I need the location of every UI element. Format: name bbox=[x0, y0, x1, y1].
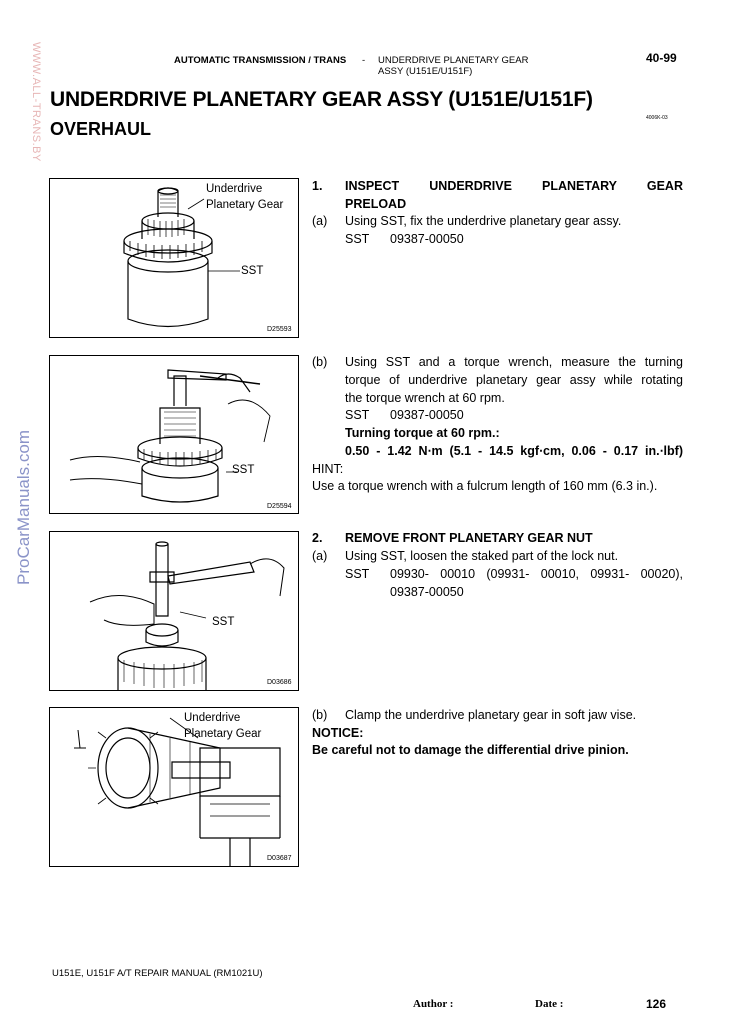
figure4-label-planetary-gear: Planetary Gear bbox=[184, 728, 262, 740]
notice-label: NOTICE: bbox=[312, 726, 364, 740]
step1b-line1: Using SST and a torque wrench, measure the turning bbox=[345, 355, 683, 369]
step2b-tag: (b) bbox=[312, 708, 328, 722]
page-title: UNDERDRIVE PLANETARY GEAR ASSY (U151E/U151F) bbox=[50, 88, 593, 111]
header-topic-line1: UNDERDRIVE PLANETARY GEAR bbox=[378, 55, 529, 66]
step2a-sst-label: SST bbox=[345, 567, 370, 581]
footer-manual: U151E, U151F A/T REPAIR MANUAL (RM1021U) bbox=[52, 968, 263, 979]
figure1-label-planetary-gear: Planetary Gear bbox=[206, 199, 284, 211]
figure1-label-sst: SST bbox=[241, 265, 264, 277]
figure1-code: D25593 bbox=[267, 326, 292, 333]
step1-title-line2: PRELOAD bbox=[345, 197, 407, 211]
step2b-text: Clamp the underdrive planetary gear in soft jaw vise. bbox=[345, 708, 637, 722]
step1b-line2: torque of underdrive planetary gear assy while rotating bbox=[345, 373, 683, 387]
figure-d25593 bbox=[49, 178, 299, 338]
step2a-sst-line1: 09930- 00010 (09931- 00010, 09931- 00020), bbox=[390, 567, 683, 581]
step1b-tag: (b) bbox=[312, 355, 328, 369]
step1b-sst-number: 09387-00050 bbox=[390, 408, 464, 422]
torque-spec-value: 0.50 - 1.42 N⋅m (5.1 - 14.5 kgf⋅cm, 0.06 - 0.17 in.⋅lbf) bbox=[345, 444, 683, 458]
header-separator: - bbox=[362, 55, 366, 66]
step1a-sst-label: SST bbox=[345, 232, 370, 246]
step1a-text: Using SST, fix the underdrive planetary gear assy. bbox=[345, 214, 622, 228]
step2-title: REMOVE FRONT PLANETARY GEAR NUT bbox=[345, 531, 593, 545]
step1a-tag: (a) bbox=[312, 214, 328, 228]
page-subtitle: OVERHAUL bbox=[50, 119, 152, 139]
figure4-code: D03687 bbox=[267, 855, 292, 862]
step1b-line3: the torque wrench at 60 rpm. bbox=[345, 391, 505, 405]
watermark-all-trans: WWW.ALL-TRANS.BY bbox=[30, 42, 42, 162]
figure3-label-sst: SST bbox=[212, 616, 235, 628]
footer-author-label: Author : bbox=[413, 998, 454, 1010]
step2-number: 2. bbox=[312, 531, 323, 545]
figure2-label-sst: SST bbox=[232, 464, 255, 476]
hint-label: HINT: bbox=[312, 462, 344, 476]
torque-wrench-illustration bbox=[50, 356, 298, 513]
figure-d25594 bbox=[49, 355, 299, 514]
figure-d03686 bbox=[49, 531, 299, 691]
header-page-ref: 40-99 bbox=[646, 51, 677, 65]
loosen-lock-nut-illustration bbox=[50, 532, 298, 690]
figure1-label-underdrive: Underdrive bbox=[206, 183, 263, 195]
hint-text: Use a torque wrench with a fulcrum length of 160 mm (6.3 in.). bbox=[312, 479, 658, 493]
step1-number: 1. bbox=[312, 179, 323, 193]
header-topic bbox=[378, 55, 528, 77]
figure4-label-underdrive: Underdrive bbox=[184, 712, 241, 724]
footer-date-label: Date : bbox=[535, 998, 564, 1010]
step1-title-line1: INSPECT UNDERDRIVE PLANETARY GEAR bbox=[345, 179, 683, 193]
title-code: 4006K-03 bbox=[646, 115, 668, 121]
figure-d03687 bbox=[49, 707, 299, 867]
step2a-tag: (a) bbox=[312, 549, 328, 563]
header-section: AUTOMATIC TRANSMISSION / TRANS bbox=[174, 55, 347, 66]
watermark-procarmanuals: ProCarManuals.com bbox=[14, 430, 33, 585]
step1b-sst-label: SST bbox=[345, 408, 370, 422]
notice-text: Be careful not to damage the differential drive pinion. bbox=[312, 743, 629, 757]
header-topic-line2: ASSY (U151E/U151F) bbox=[378, 66, 473, 77]
figure3-code: D03686 bbox=[267, 679, 292, 686]
step2a-text: Using SST, loosen the staked part of the lock nut. bbox=[345, 549, 619, 563]
step2a-sst-line2: 09387-00050 bbox=[390, 585, 464, 599]
step1a-sst-number: 09387-00050 bbox=[390, 232, 464, 246]
footer-page-number: 126 bbox=[646, 997, 667, 1011]
torque-spec-label: Turning torque at 60 rpm.: bbox=[345, 426, 500, 440]
figure2-code: D25594 bbox=[267, 503, 292, 510]
